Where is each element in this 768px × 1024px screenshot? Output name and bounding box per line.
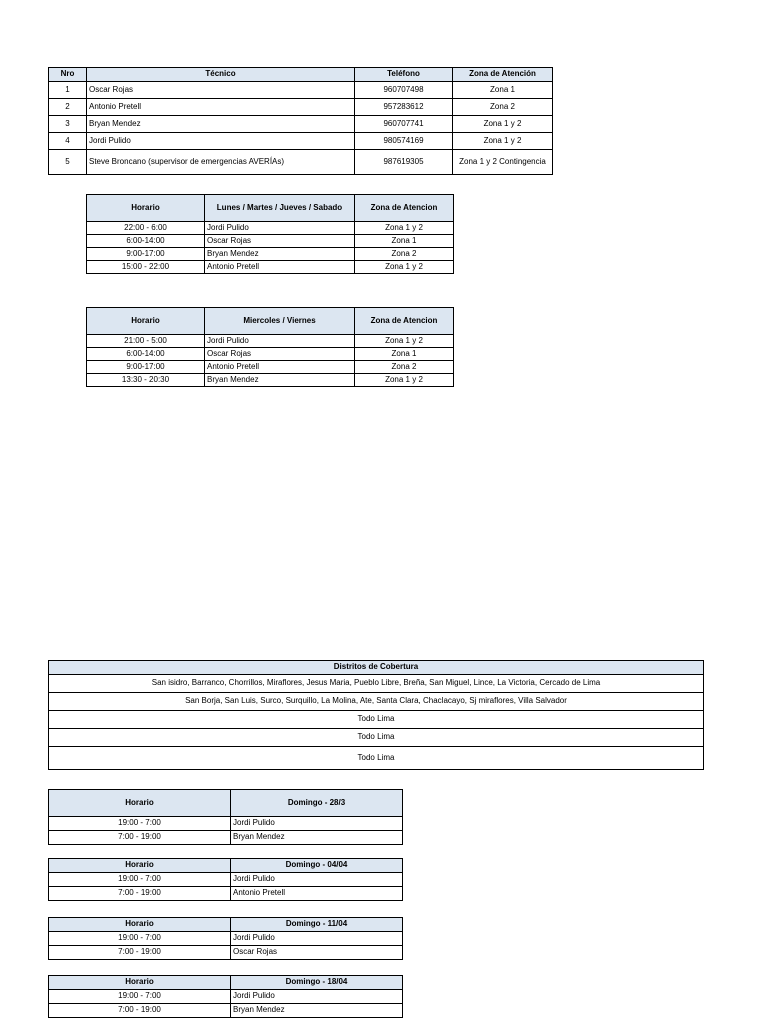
table-cell: 7:00 - 19:00 <box>49 1004 231 1018</box>
table-cell: 6:00-14:00 <box>87 235 205 248</box>
table-cell: Todo Lima <box>49 711 704 729</box>
table-cell: Oscar Rojas <box>87 82 355 99</box>
table-header-row <box>49 68 553 82</box>
table-row <box>49 932 403 946</box>
table-cell: Zona 1 <box>355 235 454 248</box>
column-header: Técnico <box>87 68 355 82</box>
table-cell: Oscar Rojas <box>205 348 355 361</box>
table-cell: Antonio Pretell <box>205 261 355 274</box>
table-cell: 957283612 <box>355 99 453 116</box>
table-row <box>87 235 454 248</box>
table-row <box>49 817 403 831</box>
table-header-row <box>49 859 403 873</box>
column-header: Zona de Atención <box>453 68 553 82</box>
table-cell: 15:00 - 22:00 <box>87 261 205 274</box>
table-cell: 3 <box>49 116 87 133</box>
table-row <box>49 150 553 175</box>
table-cell: Zona 1 y 2 <box>453 133 553 150</box>
column-header: Horario <box>49 918 231 932</box>
table-row <box>49 831 403 845</box>
table-row <box>87 361 454 374</box>
table-cell: Bryan Mendez <box>87 116 355 133</box>
table-cell: 7:00 - 19:00 <box>49 831 231 845</box>
column-header: Horario <box>49 976 231 990</box>
table-cell: Jordi Pulido <box>231 817 403 831</box>
table-cell: 21:00 - 5:00 <box>87 335 205 348</box>
table-row <box>49 729 704 747</box>
table-row <box>87 348 454 361</box>
table-header-row <box>49 976 403 990</box>
table-cell: Antonio Pretell <box>205 361 355 374</box>
column-header: Domingo - 18/04 <box>231 976 403 990</box>
table-cell: 19:00 - 7:00 <box>49 817 231 831</box>
column-header: Domingo - 04/04 <box>231 859 403 873</box>
table-header-row <box>87 195 454 222</box>
table-cell: 13:30 - 20:30 <box>87 374 205 387</box>
table-cell: Zona 1 <box>453 82 553 99</box>
column-header: Horario <box>87 308 205 335</box>
table-cell: 9:00-17:00 <box>87 248 205 261</box>
table-cell: 19:00 - 7:00 <box>49 990 231 1004</box>
table-row <box>49 133 553 150</box>
table-header-row <box>49 790 403 817</box>
table-header-row <box>49 661 704 675</box>
table-cell: Zona 2 <box>355 248 454 261</box>
table-cell: San Borja, San Luis, Surco, Surquillo, La Molina, Ate, Santa Clara, Chaclacayo, Sj miraflores, Villa Salvador <box>49 693 704 711</box>
table-cell: 2 <box>49 99 87 116</box>
table-cell: 1 <box>49 82 87 99</box>
table-cell: Zona 1 y 2 <box>355 222 454 235</box>
table-row <box>49 887 403 901</box>
table-row <box>49 747 704 770</box>
table-cell: Jordi Pulido <box>205 222 355 235</box>
table-cell: Antonio Pretell <box>231 887 403 901</box>
column-header: Zona de Atencion <box>355 308 454 335</box>
table-cell: 19:00 - 7:00 <box>49 873 231 887</box>
table-cell: Bryan Mendez <box>231 1004 403 1018</box>
table-cell: Bryan Mendez <box>205 248 355 261</box>
table-cell: Jordi Pulido <box>205 335 355 348</box>
table-cell: Jordi Pulido <box>231 873 403 887</box>
table-cell: Zona 2 <box>355 361 454 374</box>
table-cell: 987619305 <box>355 150 453 175</box>
table-row <box>49 693 704 711</box>
table-cell: Oscar Rojas <box>231 946 403 960</box>
table-cell: 4 <box>49 133 87 150</box>
table-row <box>87 374 454 387</box>
table-cell: Zona 1 y 2 Contingencia <box>453 150 553 175</box>
table-cell: Jordi Pulido <box>87 133 355 150</box>
table-cell: Zona 1 y 2 <box>355 374 454 387</box>
table-row <box>49 675 704 693</box>
table-row <box>49 82 553 99</box>
table-header-row <box>49 918 403 932</box>
table-cell: Steve Broncano (supervisor de emergencias AVERÍAs) <box>87 150 355 175</box>
table-cell: 19:00 - 7:00 <box>49 932 231 946</box>
table-cell: Todo Lima <box>49 729 704 747</box>
table-cell: Oscar Rojas <box>205 235 355 248</box>
table-row <box>87 335 454 348</box>
table-cell: 980574169 <box>355 133 453 150</box>
column-header: Distritos de Cobertura <box>49 661 704 675</box>
table-cell: 22:00 - 6:00 <box>87 222 205 235</box>
coverage-districts-table <box>48 660 704 770</box>
sunday-schedule-table <box>48 789 403 845</box>
table-cell: 960707741 <box>355 116 453 133</box>
table-cell: 7:00 - 19:00 <box>49 887 231 901</box>
table-row <box>49 990 403 1004</box>
table-row <box>49 99 553 116</box>
sunday-schedule-table <box>48 917 403 960</box>
table-cell: San isidro, Barranco, Chorrillos, Miraflores, Jesus Maria, Pueblo Libre, Breña, San Miguel, Lince, La Victoria, Cercado de Lima <box>49 675 704 693</box>
table-cell: 7:00 - 19:00 <box>49 946 231 960</box>
column-header: Miercoles / Viernes <box>205 308 355 335</box>
table-header-row <box>87 308 454 335</box>
sunday-schedule-table <box>48 858 403 901</box>
table-row <box>87 261 454 274</box>
table-cell: 5 <box>49 150 87 175</box>
column-header: Horario <box>87 195 205 222</box>
table-cell: Jordi Pulido <box>231 932 403 946</box>
table-cell: 960707498 <box>355 82 453 99</box>
table-cell: Bryan Mendez <box>231 831 403 845</box>
column-header: Horario <box>49 859 231 873</box>
column-header: Domingo - 11/04 <box>231 918 403 932</box>
column-header: Horario <box>49 790 231 817</box>
column-header: Zona de Atencion <box>355 195 454 222</box>
column-header: Lunes / Martes / Jueves / Sabado <box>205 195 355 222</box>
table-cell: Zona 1 y 2 <box>355 335 454 348</box>
table-cell: 6:00-14:00 <box>87 348 205 361</box>
column-header: Teléfono <box>355 68 453 82</box>
table-cell: Zona 1 <box>355 348 454 361</box>
sunday-schedule-table <box>48 975 403 1018</box>
table-row <box>87 248 454 261</box>
table-row <box>87 222 454 235</box>
column-header: Domingo - 28/3 <box>231 790 403 817</box>
technicians-table <box>48 67 553 175</box>
table-cell: Zona 2 <box>453 99 553 116</box>
table-cell: Zona 1 y 2 <box>355 261 454 274</box>
table-row <box>49 711 704 729</box>
table-row <box>49 946 403 960</box>
table-cell: Antonio Pretell <box>87 99 355 116</box>
table-cell: Jordi Pulido <box>231 990 403 1004</box>
midweek-schedule-table <box>86 307 454 387</box>
weekday-schedule-table <box>86 194 454 274</box>
table-cell: Todo Lima <box>49 747 704 770</box>
table-cell: Zona 1 y 2 <box>453 116 553 133</box>
column-header: Nro <box>49 68 87 82</box>
table-cell: 9:00-17:00 <box>87 361 205 374</box>
table-row <box>49 873 403 887</box>
table-cell: Bryan Mendez <box>205 374 355 387</box>
table-row <box>49 116 553 133</box>
table-row <box>49 1004 403 1018</box>
